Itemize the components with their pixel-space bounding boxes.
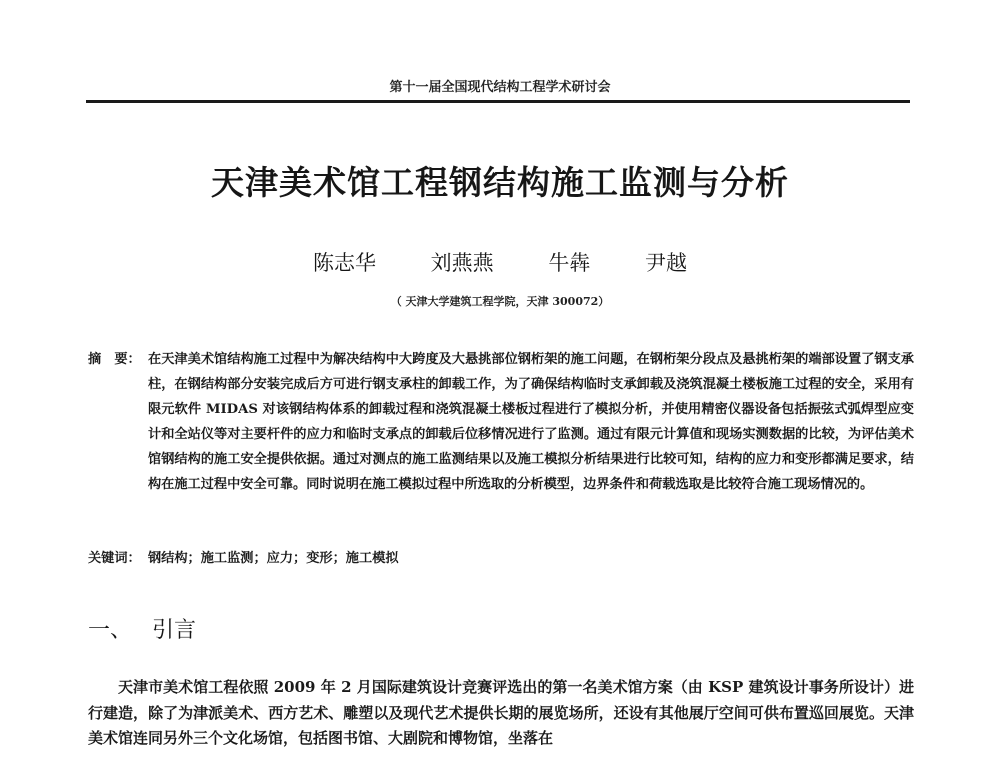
author: 陈志华 [312,251,376,275]
author: 尹越 [645,251,688,275]
paper-title: 天津美术馆工程钢结构施工监测与分析 [211,163,789,202]
intro-paragraph: 天津市美术馆工程依照 2009 年 2 月国际建筑设计竞赛评选出的第一名美术馆方案（由 KSP 建筑设计事务所设计）进行建造，除了为津派美术、西方艺术、雕塑以及现代艺术提供长期的展览场所，还设有其他展厅空间可供布置巡回展览。天津美术馆连同另外三个文化场馆，包括图书馆、大剧院和博物馆，坐落在 [88,678,914,747]
header-rule [86,100,910,103]
abstract-text: 在天津美术馆结构施工过程中为解决结构中大跨度及大悬挑部位钢桁架的施工问题，在钢桁架分段点及悬挑桁架的端部设置了钢支承柱，在钢结构部分安装完成后方可进行钢支承柱的卸载工作，为了确保结构临时支承卸载及浇筑混凝土楼板施工过程的安全，采用有限元软件 MIDAS 对该钢结构体系的卸载过程和浇筑混凝土楼板过程进行了模拟分析，并使用精密仪器设备包括振弦式弧焊型应变计和全站仪等对主要杆件的应力和临时支承点的卸载后位移情况进行了监测。通过有限元计算值和现场实测数据的比较，为评估美术馆钢结构的施工安全提供依据。通过对测点的施工监测结果以及施工模拟分析结果进行比较可知，结构的应力和变形都满足要求，结构在施工过程中安全可靠。同时说明在施工模拟过程中所选取的分析模型，边界条件和荷载选取是比较符合施工现场情况的。 [148,352,914,492]
keywords-text: 钢结构；施工监测；应力；变形；施工模拟 [148,551,399,566]
running-head: 第十一届全国现代结构工程学术研讨会 [389,80,611,95]
author: 刘燕燕 [430,251,494,275]
abstract [88,347,914,497]
affiliation: （ 天津大学建筑工程学院，天津 300072） [390,295,610,308]
keywords [88,547,399,566]
section-heading [88,613,196,644]
author-list [0,247,1000,277]
section-number: 一、 [88,618,133,643]
section-title: 引言 [152,618,197,643]
keywords-label: 关键词： [88,551,141,566]
author: 牛犇 [548,251,591,275]
abstract-label: 摘 要： [88,352,141,367]
